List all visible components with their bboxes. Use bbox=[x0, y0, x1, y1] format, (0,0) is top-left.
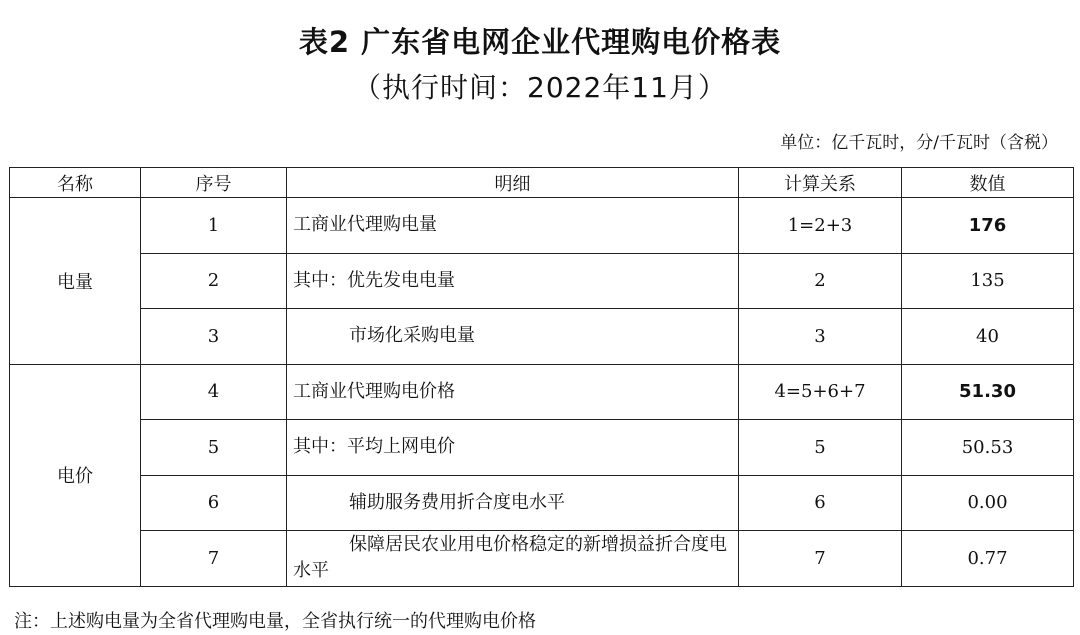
row-value: 176 bbox=[902, 198, 1074, 254]
row-detail: 工商业代理购电量 bbox=[287, 198, 739, 254]
price-table bbox=[9, 167, 1074, 587]
row-value: 51.30 bbox=[902, 364, 1074, 420]
row-detail: 市场化采购电量 bbox=[287, 309, 739, 365]
row-no: 6 bbox=[141, 475, 287, 531]
row-calc: 7 bbox=[739, 531, 902, 587]
row-detail: 辅助服务费用折合度电水平 bbox=[287, 475, 739, 531]
row-no: 2 bbox=[141, 253, 287, 309]
table-row bbox=[10, 364, 1074, 420]
group-cell-electricity: 电量 bbox=[10, 198, 141, 365]
table-header-row bbox=[10, 168, 1074, 198]
row-no: 1 bbox=[141, 198, 287, 254]
row-calc: 2 bbox=[739, 253, 902, 309]
row-no: 3 bbox=[141, 309, 287, 365]
row-value: 0.00 bbox=[902, 475, 1074, 531]
table-row bbox=[10, 420, 1074, 476]
row-detail: 其中：平均上网电价 bbox=[287, 420, 739, 476]
row-value: 50.53 bbox=[902, 420, 1074, 476]
header-detail: 明细 bbox=[287, 168, 739, 198]
row-detail: 工商业代理购电价格 bbox=[287, 364, 739, 420]
row-value: 40 bbox=[902, 309, 1074, 365]
row-no: 5 bbox=[141, 420, 287, 476]
header-name: 名称 bbox=[10, 168, 141, 198]
row-calc: 1=2+3 bbox=[739, 198, 902, 254]
table-row bbox=[10, 198, 1074, 254]
page-title: 表2 广东省电网企业代理购电价格表 bbox=[298, 25, 782, 59]
row-no: 4 bbox=[141, 364, 287, 420]
header-value: 数值 bbox=[902, 168, 1074, 198]
unit-label: 单位：亿千瓦时，分/千瓦时（含税） bbox=[780, 133, 1058, 153]
header-calc: 计算关系 bbox=[739, 168, 902, 198]
row-calc: 6 bbox=[739, 475, 902, 531]
row-no: 7 bbox=[141, 531, 287, 587]
header-no: 序号 bbox=[141, 168, 287, 198]
row-detail: 其中：优先发电电量 bbox=[287, 253, 739, 309]
group-cell-price: 电价 bbox=[10, 364, 141, 586]
row-calc: 4=5+6+7 bbox=[739, 364, 902, 420]
row-value: 135 bbox=[902, 253, 1074, 309]
table-row bbox=[10, 253, 1074, 309]
page-subtitle: （执行时间：2022年11月） bbox=[353, 71, 727, 104]
table-row bbox=[10, 475, 1074, 531]
row-calc: 5 bbox=[739, 420, 902, 476]
row-detail: 保障居民农业用电价格稳定的新增损益折合度电水平 bbox=[287, 531, 739, 587]
footnote: 注：上述购电量为全省代理购电量，全省执行统一的代理购电价格 bbox=[14, 611, 536, 632]
row-calc: 3 bbox=[739, 309, 902, 365]
table-row bbox=[10, 531, 1074, 587]
row-value: 0.77 bbox=[902, 531, 1074, 587]
table-row bbox=[10, 309, 1074, 365]
